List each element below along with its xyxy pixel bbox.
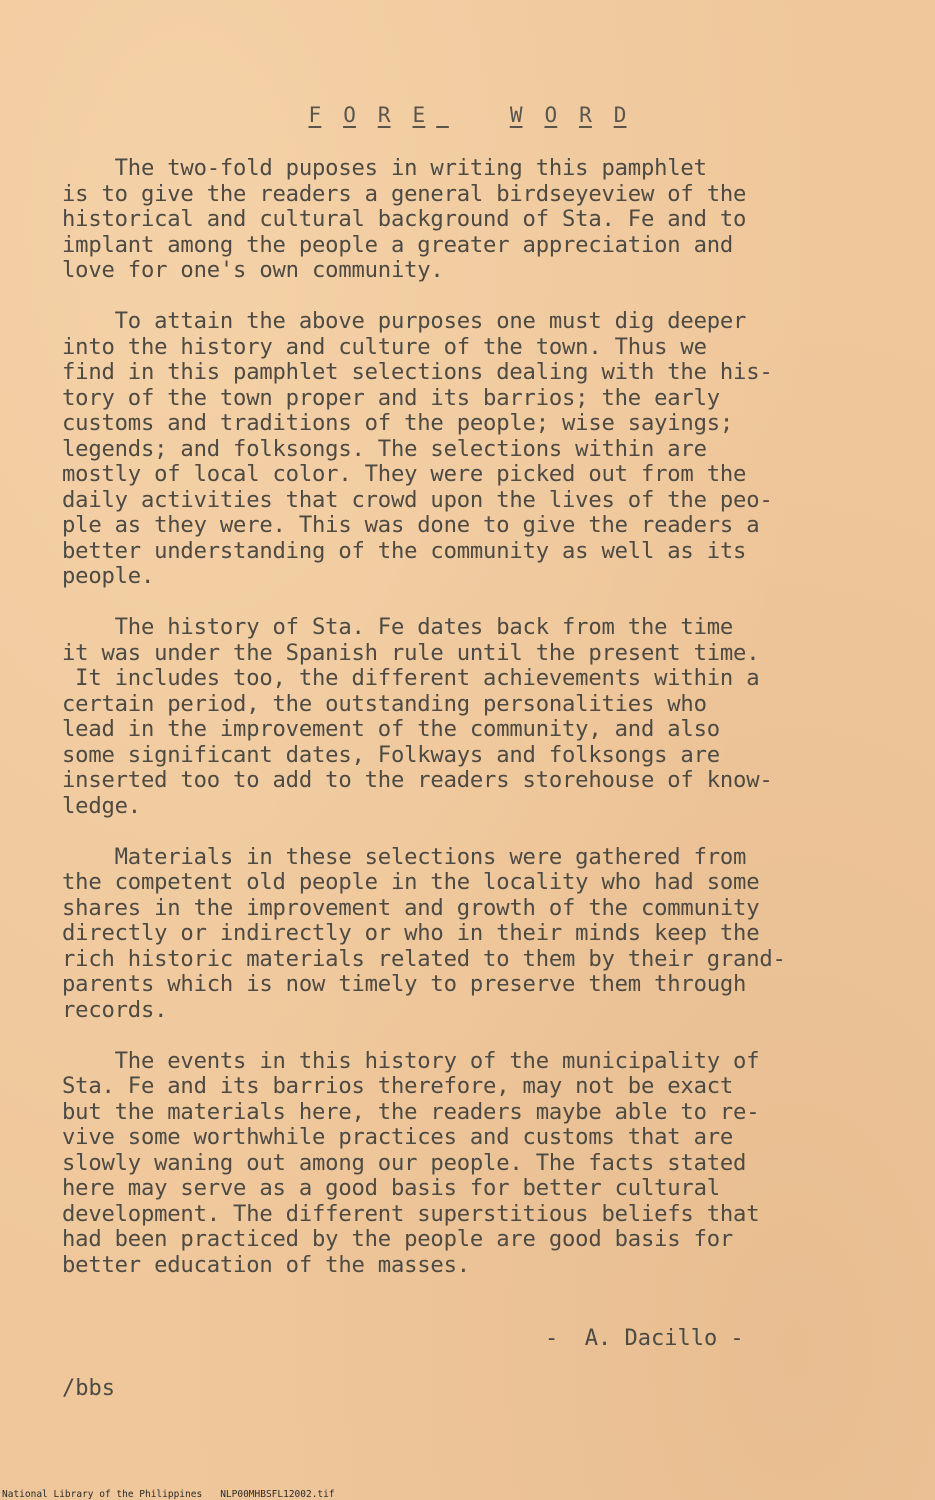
text-line: customs and traditions of the people; wise sayings; — [62, 410, 734, 436]
title-letter: W — [509, 103, 523, 127]
title-letter: F — [308, 103, 322, 127]
paragraph-5 — [62, 1049, 892, 1279]
title-word-fore — [298, 103, 449, 127]
text-line: ledge. — [62, 792, 141, 819]
text-line: development. The different superstitious beliefs that — [62, 1200, 760, 1227]
text-line: people. — [62, 563, 155, 589]
text-line: Sta. Fe and its barrios therefore, may not be exact — [62, 1073, 734, 1099]
text-line: love for one's own community. — [62, 257, 444, 283]
text-line: certain period, the outstanding personalities who — [62, 690, 707, 717]
paragraph-2 — [62, 309, 892, 590]
text-line: inserted too to add to the readers storehouse of know- — [62, 767, 773, 793]
text-line: To attain the above purposes one must dig deeper — [62, 308, 747, 334]
text-line: legends; and folksongs. The selections within are — [62, 435, 707, 462]
text-line: rich historic materials related to them by their grand- — [62, 945, 786, 972]
text-line: The two-fold puposes in writing this pamphlet — [62, 155, 707, 181]
title-letter: R — [377, 103, 391, 127]
text-line: records. — [62, 996, 168, 1023]
text-line: lead in the improvement of the community, and also — [62, 716, 720, 742]
text-line: vive some worthwhile practices and customs that are — [62, 1124, 734, 1150]
paragraph-3 — [62, 615, 892, 819]
text-line: tory of the town proper and its barrios; the early — [62, 384, 720, 411]
text-line: implant among the people a greater appreciation and — [62, 231, 734, 258]
title-letter: D — [613, 103, 627, 127]
text-line: is to give the readers a general birdseyeview of the — [62, 180, 747, 207]
text-line: mostly of local color. They were picked out from the — [62, 461, 747, 487]
text-line: had been practiced by the people are good basis for — [62, 1226, 734, 1252]
footer-source: National Library of the Philippines — [2, 1489, 203, 1500]
text-line: slowly waning out among our people. The facts stated — [62, 1149, 747, 1176]
text-line: directly or indirectly or who in their minds keep the — [62, 920, 760, 946]
reference-initials: /bbs — [62, 1376, 115, 1401]
title-word-word — [499, 103, 638, 127]
text-line: ple as they were. This was done to give the readers a — [62, 512, 760, 538]
text-line: better education of the masses. — [62, 1251, 470, 1278]
text-line: shares in the improvement and growth of the community — [62, 894, 760, 921]
paragraph-1 — [62, 156, 892, 284]
title-letter: E — [412, 103, 426, 127]
text-line: parents which is now timely to preserve them through — [62, 971, 747, 997]
page-title — [0, 103, 935, 127]
text-line: better understanding of the community as well as its — [62, 537, 747, 564]
text-line: but the materials here, the readers maybe able to re- — [62, 1098, 760, 1125]
text-line: find in this pamphlet selections dealing with the his- — [62, 359, 773, 385]
text-line: It includes too, the different achievements within a — [62, 665, 760, 691]
author-signature: - A. Dacillo - — [545, 1326, 744, 1351]
text-line: it was under the Spanish rule until the present time. — [62, 639, 760, 666]
foreword-body — [62, 156, 892, 1304]
text-line: historical and cultural background of Sta. Fe and to — [62, 206, 747, 232]
text-line: daily activities that crowd upon the lives of the peo- — [62, 486, 773, 513]
footer-filename: NLP00MHBSFL12002.tif — [220, 1489, 335, 1500]
text-line: The history of Sta. Fe dates back from the time — [62, 614, 734, 640]
text-line: into the history and culture of the town. Thus we — [62, 333, 707, 360]
title-letter: R — [579, 103, 592, 127]
title-letter: O — [343, 103, 356, 127]
text-line: the competent old people in the locality who had some — [62, 869, 760, 895]
text-line: some significant dates, Folkways and folksongs are — [62, 741, 720, 768]
scan-footer — [2, 1489, 335, 1500]
text-line: The events in this history of the municipality of — [62, 1047, 760, 1074]
text-line: here may serve as a good basis for better cultural — [62, 1175, 720, 1201]
title-letter: O — [544, 103, 558, 127]
paragraph-4 — [62, 845, 892, 1024]
text-line: Materials in these selections were gathered from — [62, 843, 747, 870]
